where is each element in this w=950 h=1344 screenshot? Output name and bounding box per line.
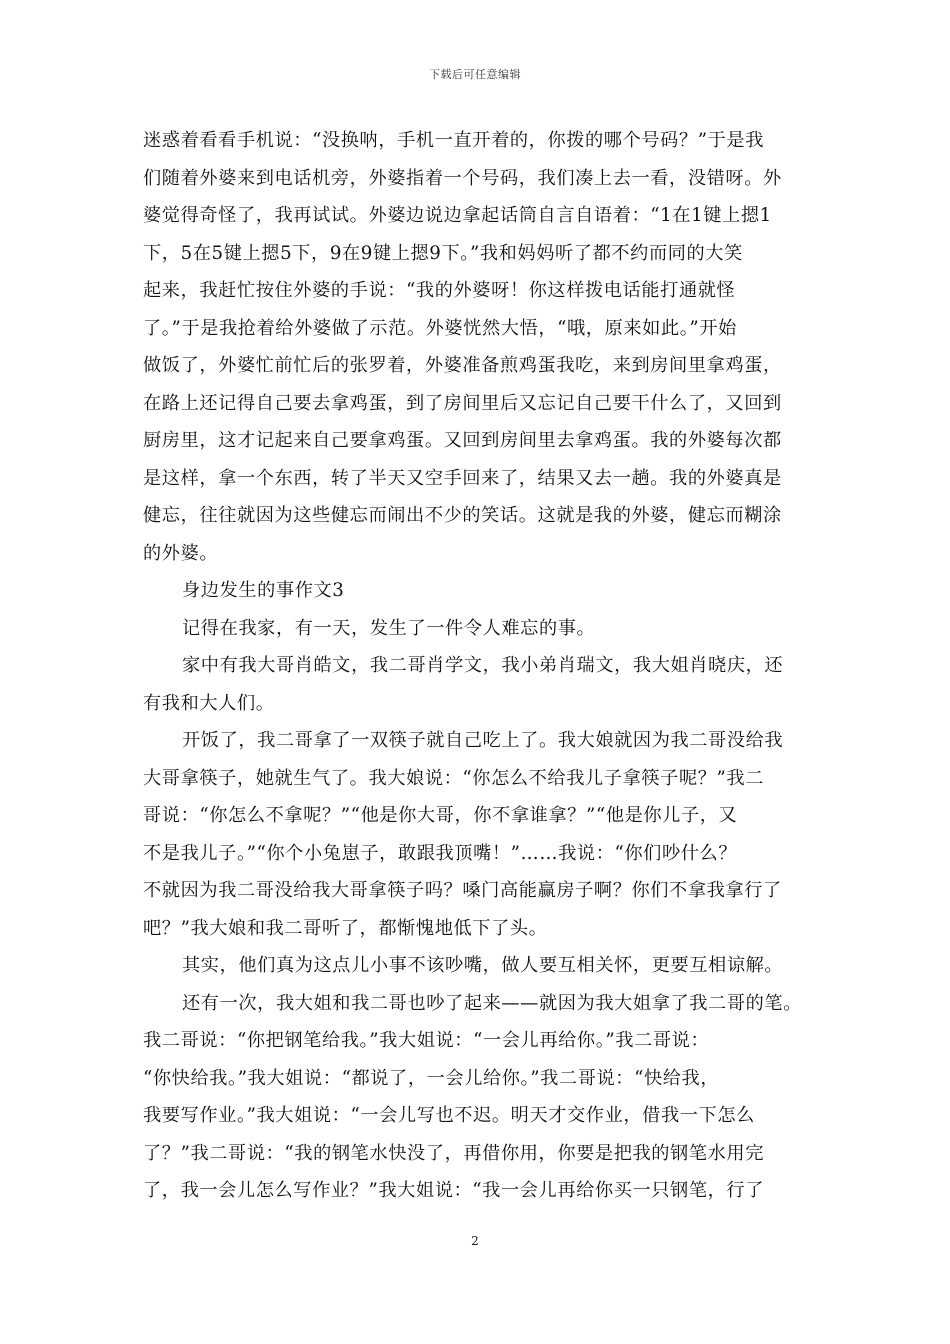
text-line: 了。”于是我抢着给外婆做了示范。外婆恍然大悟，“哦，原来如此。”开始 [143,317,737,339]
paragraph-start-line: 开饭了，我二哥拿了一双筷子就自己吃上了。我大娘就因为我二哥没给我 [182,730,784,751]
text-line: 起来，我赶忙按住外婆的手说：“我的外婆呀！你这样拨电话能打通就怪 [143,280,736,301]
text-line: 大哥拿筷子，她就生气了。我大娘说：“你怎么不给我儿子拿筷子呢？”我二 [143,767,764,789]
text-line: 健忘，往往就因为这些健忘而闹出不少的笑话。这就是我的外婆，健忘而糊涂 [143,505,782,526]
paragraph-start-line: 还有一次，我大姐和我二哥也吵了起来——就因为我大姐拿了我二哥的笔。 [182,992,802,1014]
text-line: 做饭了，外婆忙前忙后的张罗着，外婆准备煎鸡蛋我吃，来到房间里拿鸡蛋， [143,355,782,376]
text-line: 了？”我二哥说：“我的钢笔水快没了，再借你用，你要是把我的钢笔水用完 [143,1142,764,1164]
text-line: 下，5在5键上摁5下，9在9键上摁9下。”我和妈妈听了都不约而同的大笑 [143,242,743,264]
text-line: 了，我一会儿怎么写作业？”我大姐说：“我一会儿再给你买一只钢笔，行了 [143,1180,764,1201]
page-header: 下载后可任意编辑 [429,68,521,81]
paragraph-start-line: 其实，他们真为这点儿小事不该吵嘴，做人要互相关怀，更要互相谅解。 [182,955,784,976]
text-line: 厨房里，这才记起来自己要拿鸡蛋。又回到房间里去拿鸡蛋。我的外婆每次都 [143,430,782,451]
text-line: 哥说：“你怎么不拿呢？”“他是你大哥，你不拿谁拿？”“他是你儿子，又 [143,805,738,826]
text-line: “你快给我。”我大姐说：“都说了，一会儿给你。”我二哥说：“快给我， [143,1067,720,1089]
text-line: 在路上还记得自己要去拿鸡蛋，到了房间里后又忘记自己要干什么了，又回到 [143,392,782,414]
document-body [143,122,809,1210]
section-heading: 身边发生的事作文3 [182,580,345,601]
text-line: 有我和大人们。 [143,692,275,714]
text-line: 不就因为我二哥没给我大哥拿筷子吗？嗓门高能赢房子啊？你们不拿我拿行了 [143,880,782,901]
paragraph-start-line: 家中有我大哥肖皓文，我二哥肖学文，我小弟肖瑞文，我大姐肖晓庆，还 [182,655,784,676]
paragraph-start-line: 记得在我家，有一天，发生了一件令人难忘的事。 [182,617,596,639]
text-line: 我二哥说：“你把钢笔给我。”我大姐说：“一会儿再给你。”我二哥说： [143,1030,710,1051]
text-line: 不是我儿子。”“你个小兔崽子，敢跟我顶嘴！”……我说：“你们吵什么？ [143,842,738,864]
text-line: 们随着外婆来到电话机旁，外婆指着一个号码，我们凑上去一看，没错呀。外 [143,167,782,189]
page-number: 2 [471,1234,479,1248]
text-line: 吧？”我大娘和我二哥听了，都惭愧地低下了头。 [143,917,548,939]
text-line: 我要写作业。”我大姐说：“一会儿写也不迟。明天才交作业，借我一下怎么 [143,1105,755,1126]
text-line: 迷惑着看看手机说：“没换呐，手机一直开着的，你拨的哪个号码？”于是我 [143,130,764,151]
text-line: 是这样，拿一个东西，转了半天又空手回来了，结果又去一趟。我的外婆真是 [143,467,782,489]
text-line: 婆觉得奇怪了，我再试试。外婆边说边拿起话筒自言自语着：“1在1键上摁1 [143,205,772,226]
text-line: 的外婆。 [143,542,219,564]
